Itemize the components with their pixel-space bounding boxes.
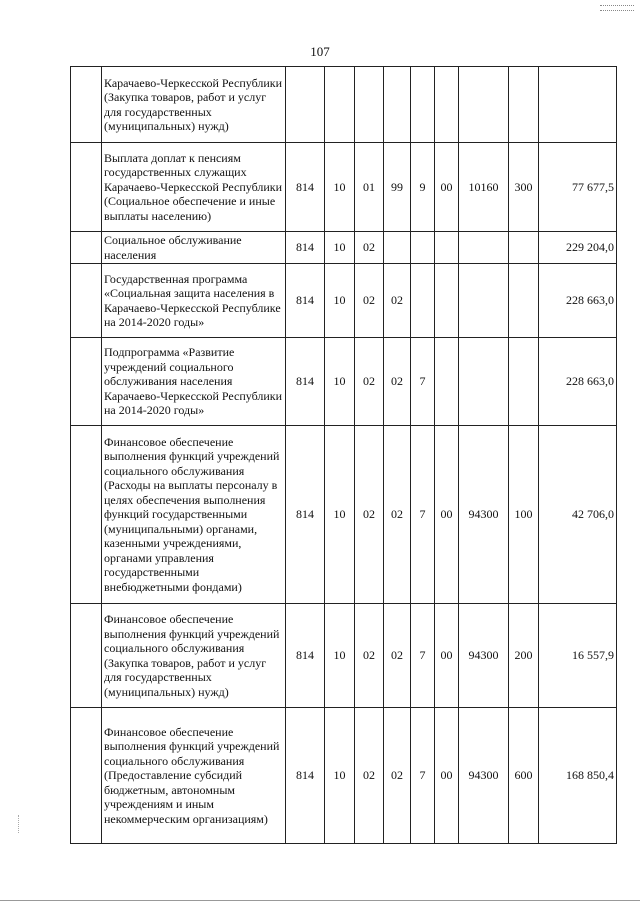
program-code: 02 bbox=[384, 708, 411, 844]
amount: 16 557,9 bbox=[539, 604, 617, 708]
subsection-code: 02 bbox=[355, 426, 384, 604]
direction-code bbox=[459, 232, 509, 264]
table-row bbox=[71, 604, 617, 708]
event-code bbox=[435, 232, 459, 264]
row-index-cell bbox=[71, 67, 102, 143]
amount: 77 677,5 bbox=[539, 143, 617, 232]
expense-type-code: 300 bbox=[509, 143, 539, 232]
grbs-code: 814 bbox=[286, 708, 325, 844]
subsection-code: 01 bbox=[355, 143, 384, 232]
row-index-cell bbox=[71, 604, 102, 708]
row-index-cell bbox=[71, 338, 102, 426]
expense-name: Выплата доплат к пенсиям государственных служащих Карачаево-Черкесской Республики (Социальное обеспечение и иные выплаты населению) bbox=[102, 143, 286, 232]
section-code: 10 bbox=[325, 143, 355, 232]
expense-type-code bbox=[509, 67, 539, 143]
program-code: 02 bbox=[384, 426, 411, 604]
grbs-code bbox=[286, 67, 325, 143]
expense-name: Финансовое обеспечение выполнения функций учреждений социального обслуживания (Расходы на выплаты персоналу в целях обеспечения выполнения функций государственными (муниципальными) органами, казенными учреждениями, органами управления государственными внебюджетными фондами) bbox=[102, 426, 286, 604]
program-code: 02 bbox=[384, 338, 411, 426]
expense-type-code: 100 bbox=[509, 426, 539, 604]
expense-type-code: 200 bbox=[509, 604, 539, 708]
direction-code: 94300 bbox=[459, 426, 509, 604]
row-index-cell bbox=[71, 708, 102, 844]
program-code: 99 bbox=[384, 143, 411, 232]
event-code bbox=[435, 264, 459, 338]
row-index-cell bbox=[71, 264, 102, 338]
table-row bbox=[71, 67, 617, 143]
expense-type-code bbox=[509, 232, 539, 264]
subsection-code: 02 bbox=[355, 338, 384, 426]
subprogram-code bbox=[411, 232, 435, 264]
expense-name: Социальное обслуживание населения bbox=[102, 232, 286, 264]
amount: 42 706,0 bbox=[539, 426, 617, 604]
table-row bbox=[71, 708, 617, 844]
subsection-code: 02 bbox=[355, 604, 384, 708]
section-code: 10 bbox=[325, 708, 355, 844]
section-code bbox=[325, 67, 355, 143]
section-code: 10 bbox=[325, 426, 355, 604]
direction-code bbox=[459, 264, 509, 338]
grbs-code: 814 bbox=[286, 232, 325, 264]
event-code: 00 bbox=[435, 426, 459, 604]
grbs-code: 814 bbox=[286, 338, 325, 426]
table-row bbox=[71, 426, 617, 604]
event-code: 00 bbox=[435, 708, 459, 844]
grbs-code: 814 bbox=[286, 426, 325, 604]
amount: 228 663,0 bbox=[539, 264, 617, 338]
expense-name: Карачаево-Черкесской Республики (Закупка товаров, работ и услуг для государственных (муниципальных) нужд) bbox=[102, 67, 286, 143]
table-row bbox=[71, 232, 617, 264]
budget-table bbox=[70, 66, 617, 844]
section-code: 10 bbox=[325, 264, 355, 338]
direction-code bbox=[459, 338, 509, 426]
subprogram-code: 7 bbox=[411, 708, 435, 844]
subprogram-code: 9 bbox=[411, 143, 435, 232]
page-number: 107 bbox=[310, 44, 330, 59]
program-code bbox=[384, 232, 411, 264]
section-code: 10 bbox=[325, 338, 355, 426]
expense-type-code bbox=[509, 264, 539, 338]
grbs-code: 814 bbox=[286, 264, 325, 338]
direction-code: 10160 bbox=[459, 143, 509, 232]
subprogram-code bbox=[411, 67, 435, 143]
amount: 228 663,0 bbox=[539, 338, 617, 426]
scan-bottom-line bbox=[0, 900, 640, 901]
subprogram-code: 7 bbox=[411, 338, 435, 426]
subsection-code: 02 bbox=[355, 708, 384, 844]
direction-code: 94300 bbox=[459, 604, 509, 708]
row-index-cell bbox=[71, 143, 102, 232]
expense-name: Финансовое обеспечение выполнения функций учреждений социального обслуживания (Закупка товаров, работ и услуг для государственных (муниципальных) нужд) bbox=[102, 604, 286, 708]
expense-name: Подпрограмма «Развитие учреждений социального обслуживания населения Карачаево-Черкесской Республики на 2014-2020 годы» bbox=[102, 338, 286, 426]
program-code bbox=[384, 67, 411, 143]
subprogram-code bbox=[411, 264, 435, 338]
grbs-code: 814 bbox=[286, 143, 325, 232]
expense-name: Государственная программа «Социальная защита населения в Карачаево-Черкесской Республике на 2014-2020 годы» bbox=[102, 264, 286, 338]
scan-corner-mark bbox=[600, 5, 634, 11]
subprogram-code: 7 bbox=[411, 426, 435, 604]
event-code: 00 bbox=[435, 143, 459, 232]
table-row bbox=[71, 143, 617, 232]
table-row bbox=[71, 264, 617, 338]
scan-edge-dots bbox=[18, 815, 21, 833]
grbs-code: 814 bbox=[286, 604, 325, 708]
amount bbox=[539, 67, 617, 143]
table-row bbox=[71, 338, 617, 426]
direction-code: 94300 bbox=[459, 708, 509, 844]
event-code bbox=[435, 338, 459, 426]
expense-type-code bbox=[509, 338, 539, 426]
direction-code bbox=[459, 67, 509, 143]
section-code: 10 bbox=[325, 604, 355, 708]
amount: 229 204,0 bbox=[539, 232, 617, 264]
section-code: 10 bbox=[325, 232, 355, 264]
subprogram-code: 7 bbox=[411, 604, 435, 708]
subsection-code: 02 bbox=[355, 232, 384, 264]
event-code: 00 bbox=[435, 604, 459, 708]
expense-name: Финансовое обеспечение выполнения функций учреждений социального обслуживания (Предоставление субсидий бюджетным, автономным учреждениям и иным некоммерческим организациям) bbox=[102, 708, 286, 844]
row-index-cell bbox=[71, 426, 102, 604]
amount: 168 850,4 bbox=[539, 708, 617, 844]
row-index-cell bbox=[71, 232, 102, 264]
program-code: 02 bbox=[384, 264, 411, 338]
expense-type-code: 600 bbox=[509, 708, 539, 844]
subsection-code: 02 bbox=[355, 264, 384, 338]
event-code bbox=[435, 67, 459, 143]
subsection-code bbox=[355, 67, 384, 143]
program-code: 02 bbox=[384, 604, 411, 708]
